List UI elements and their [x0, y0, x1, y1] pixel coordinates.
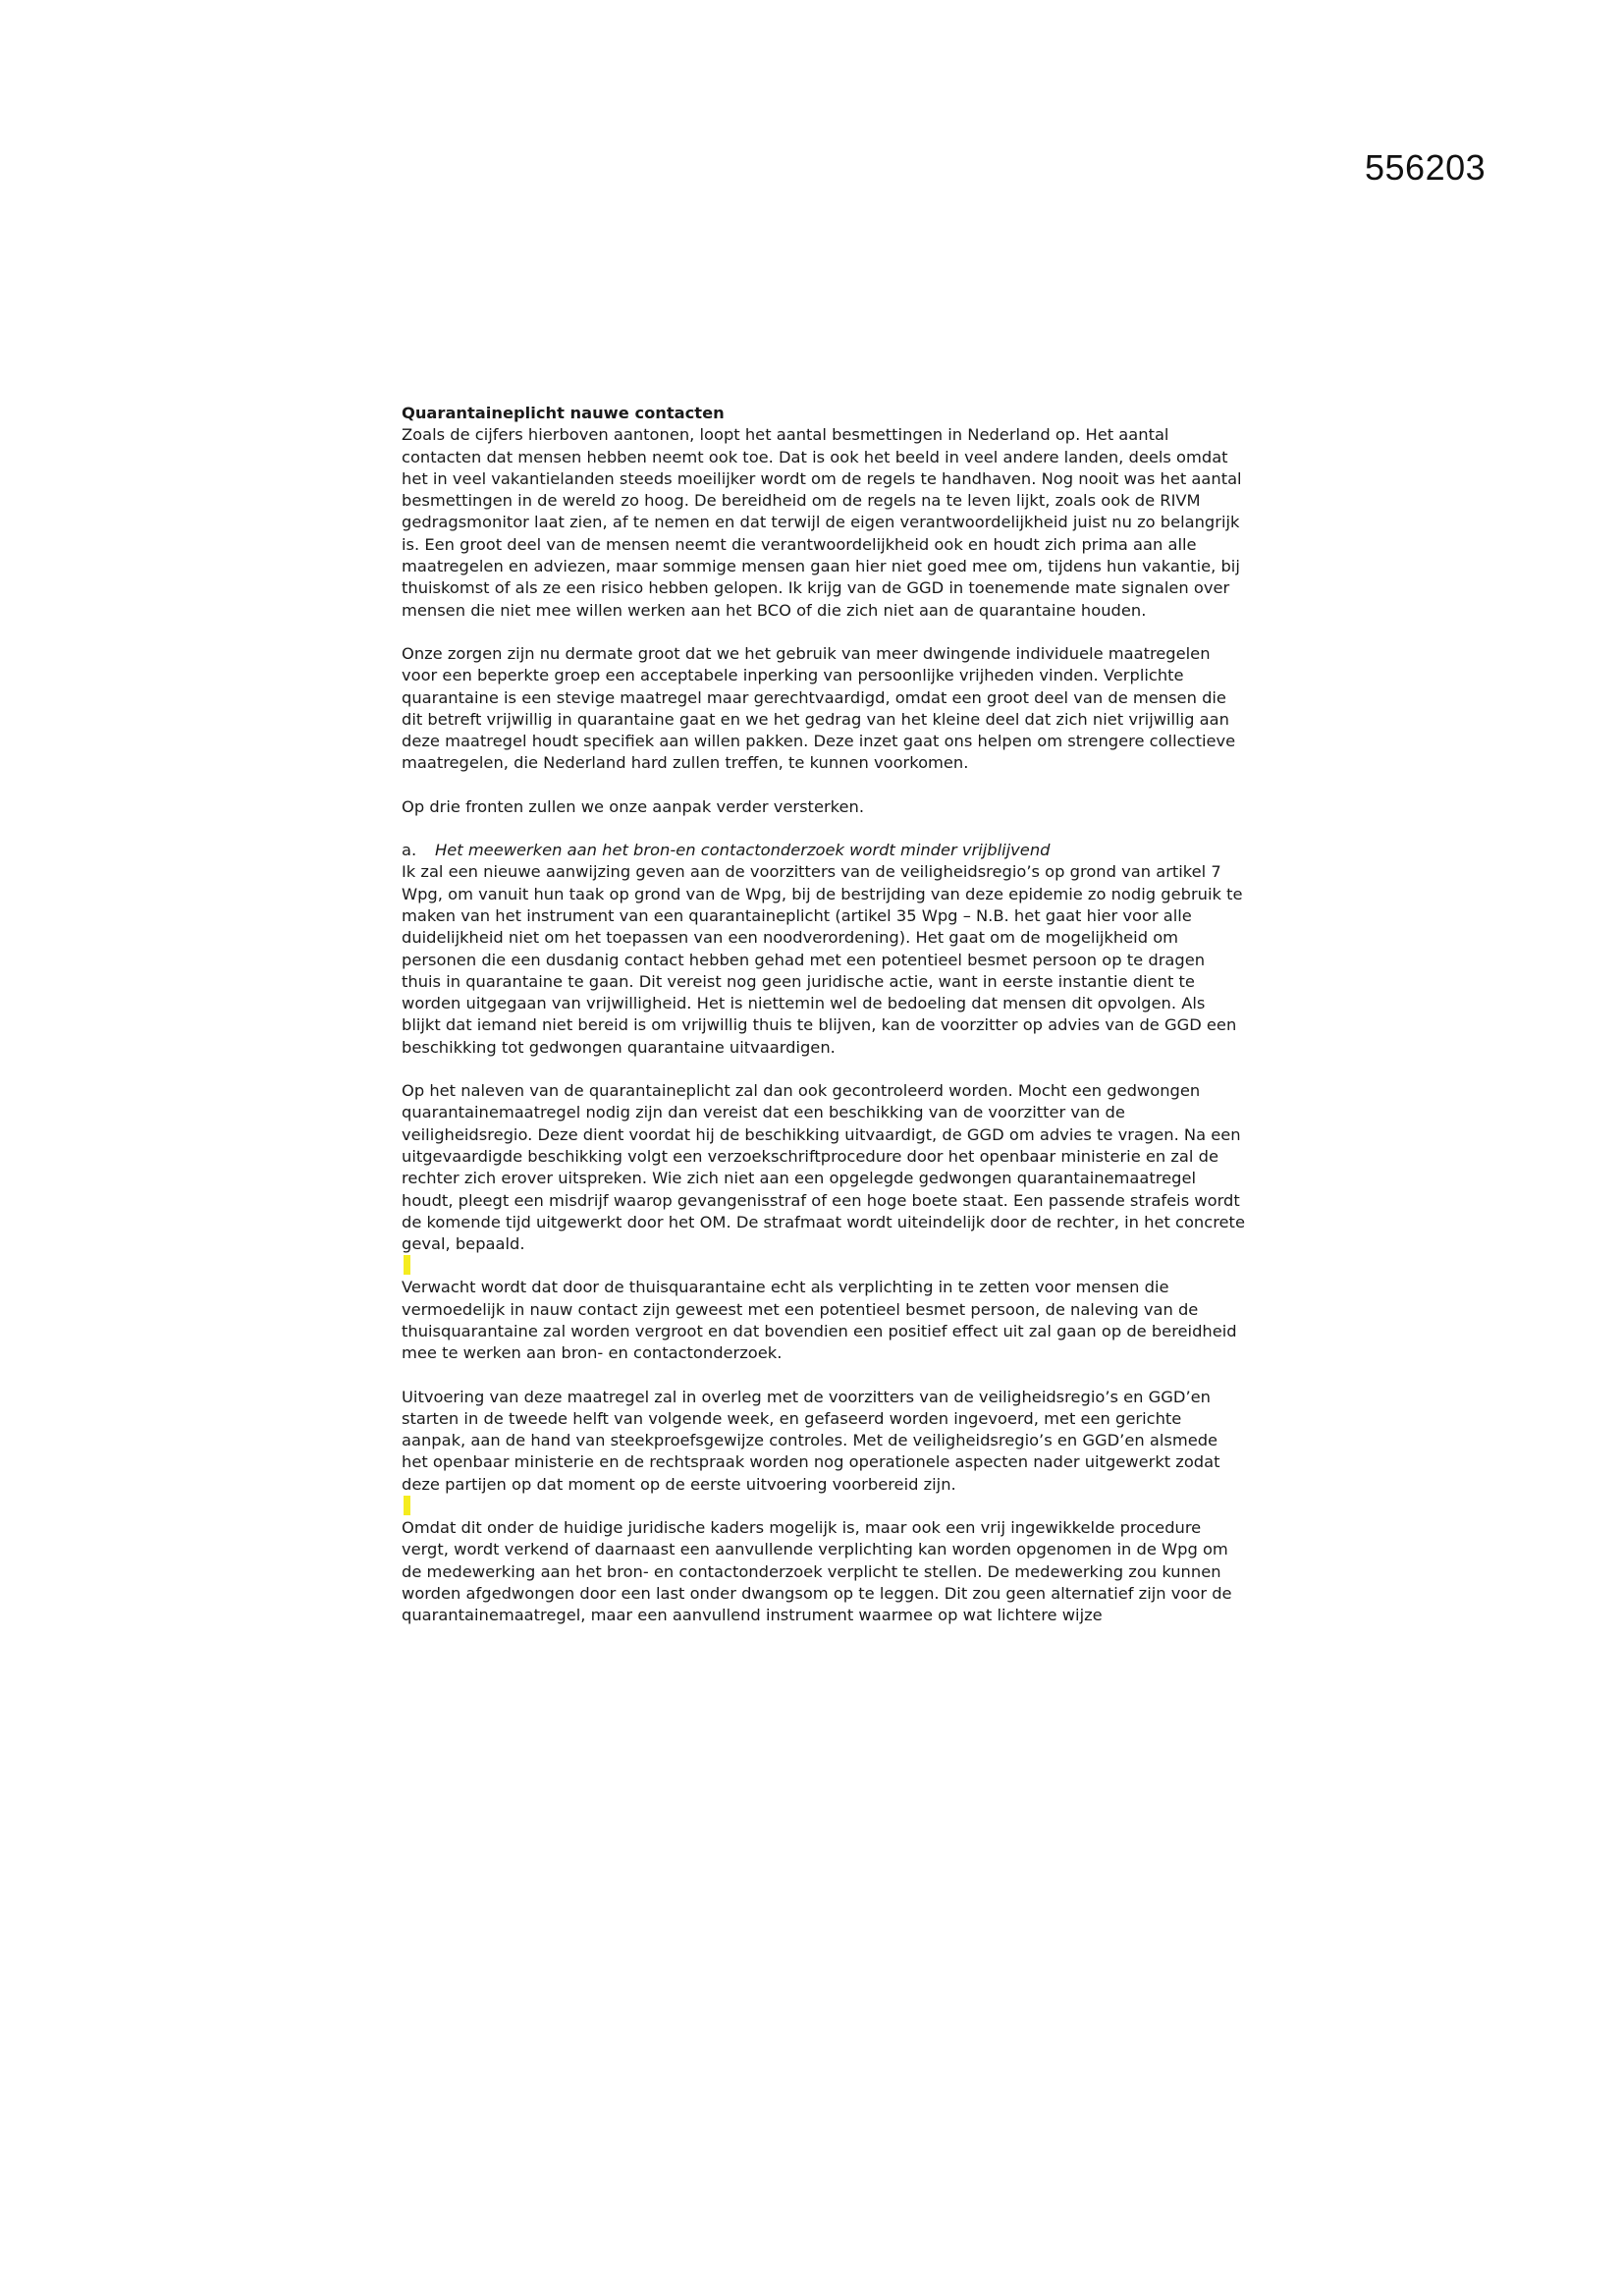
document-number: 556203 [1365, 147, 1487, 188]
paragraph-5: Op het naleven van de quarantaineplicht zal dan ook gecontroleerd worden. Mocht een gedwongen quarantainemaatregel nodig zijn dan vereist dat een beschikking van de voorzitter van de veiligheidsregio. Deze dient voordat hij de beschikking uitvaardigt, de GGD om advies te vragen. Na een uitgevaardigde beschikking volgt een verzoekschriftprocedure door het openbaar ministerie en zal de rechter zich erover uitspreken. Wie zich niet aan een opgelegde gedwongen quarantainemaatregel houdt, pleegt een misdrijf waarop gevangenisstraf of een hoge boete staat. Een passende strafeis wordt de komende tijd uitgewerkt door het OM. De strafmaat wordt uiteindelijk door de rechter, in het concrete geval, bepaald. [402, 1081, 1245, 1254]
section-heading: Quarantaineplicht nauwe contacten [402, 404, 725, 422]
highlight-marker [404, 1255, 410, 1275]
paragraph-6: Verwacht wordt dat door de thuisquarantaine echt als verplichting in te zetten voor mensen die vermoedelijk in nauw contact zijn geweest met een potentieel besmet persoon, de naleving van de thuisquarantaine zal worden vergroot en dat bovendien een positief effect uit zal gaan op de bereidheid mee te werken aan bron- en contactonderzoek. [402, 1278, 1237, 1363]
paragraph-3: Op drie fronten zullen we onze aanpak verder versterken. [402, 796, 865, 816]
paragraph-8: Omdat dit onder de huidige juridische kaders mogelijk is, maar ook een vrij ingewikkelde procedure vergt, wordt verkend of daarnaast een aanvullende verplichting kan worden opgenomen in de Wpg om de medewerking aan het bron- en contactonderzoek verplicht te stellen. De medewerking zou kunnen worden afgedwongen door een last onder dwangsom op te leggen. Dit zou geen alternatief zijn voor de quarantainemaatregel, maar een aanvullend instrument waarmee op wat lichtere wijze [402, 1518, 1232, 1625]
subsection-heading-a [402, 840, 1248, 861]
document-body [402, 403, 1248, 1627]
subsection-letter: a. [402, 841, 417, 860]
paragraph-7: Uitvoering van deze maatregel zal in overleg met de voorzitters van de veiligheidsregio’s en GGD’en starten in de tweede helft van volgende week, en gefaseerd worden ingevoerd, met een gerichte aanpak, aan de hand van steekproefsgewijze controles. Met de veiligheidsregio’s en GGD’en alsmede het openbaar ministerie en de rechtspraak worden nog operationele aspecten nader uitgewerkt zodat deze partijen op dat moment op de eerste uitvoering voorbereid zijn. [402, 1387, 1220, 1494]
highlight-marker [404, 1496, 410, 1515]
paragraph-1: Zoals de cijfers hierboven aantonen, loopt het aantal besmettingen in Nederland op. Het aantal contacten dat mensen hebben neemt ook toe. Dat is ook het beeld in veel andere landen, deels omdat het in veel vakantielanden steeds moeilijker wordt om de regels te handhaven. Nog nooit was het aantal besmettingen in de wereld zo hoog. De bereidheid om de regels na te leven lijkt, zoals ook de RIVM gedragsmonitor laat zien, af te nemen en dat terwijl de eigen verantwoordelijkheid juist nu zo belangrijk is. Een groot deel van de mensen neemt die verantwoordelijkheid ook en houdt zich prima aan alle maatregelen en adviezen, maar sommige mensen gaan hier niet goed mee om, tijdens hun vakantie, bij thuiskomst of als ze een risico hebben gelopen. Ik krijg van de GGD in toenemende mate signalen over mensen die niet mee willen werken aan het BCO of die zich niet aan de quarantaine houden. [402, 425, 1242, 620]
paragraph-4: Ik zal een nieuwe aanwijzing geven aan de voorzitters van de veiligheidsregio’s op grond van artikel 7 Wpg, om vanuit hun taak op grond van de Wpg, bij de bestrijding van deze epidemie zo nodig gebruik te maken van het instrument van een quarantaineplicht (artikel 35 Wpg – N.B. het gaat hier voor alle duidelijkheid niet om het toepassen van een noodverordening). Het gaat om de mogelijkheid om personen die een dusdanig contact hebben gehad met een potentieel besmet persoon op te dragen thuis in quarantaine te gaan. Dit vereist nog geen juridische actie, want in eerste instantie dient te worden uitgegaan van vrijwilligheid. Het is niettemin wel de bedoeling dat mensen dit opvolgen. Als blijkt dat iemand niet bereid is om vrijwillig thuis te blijven, kan de voorzitter op advies van de GGD een beschikking tot gedwongen quarantaine uitvaardigen. [402, 862, 1243, 1057]
paragraph-2: Onze zorgen zijn nu dermate groot dat we het gebruik van meer dwingende individuele maatregelen voor een beperkte groep een acceptabele inperking van persoonlijke vrijheden vinden. Verplichte quarantaine is een stevige maatregel maar gerechtvaardigd, omdat een groot deel van de mensen die dit betreft vrijwillig in quarantaine gaat en we het gedrag van het kleine deel dat zich niet vrijwillig aan deze maatregel houdt specifiek aan willen pakken. Deze inzet gaat ons helpen om strengere collectieve maatregelen, die Nederland hard zullen treffen, te kunnen voorkomen. [402, 643, 1236, 773]
subsection-title: Het meewerken aan het bron-en contactonderzoek wordt minder vrijblijvend [435, 841, 1051, 860]
